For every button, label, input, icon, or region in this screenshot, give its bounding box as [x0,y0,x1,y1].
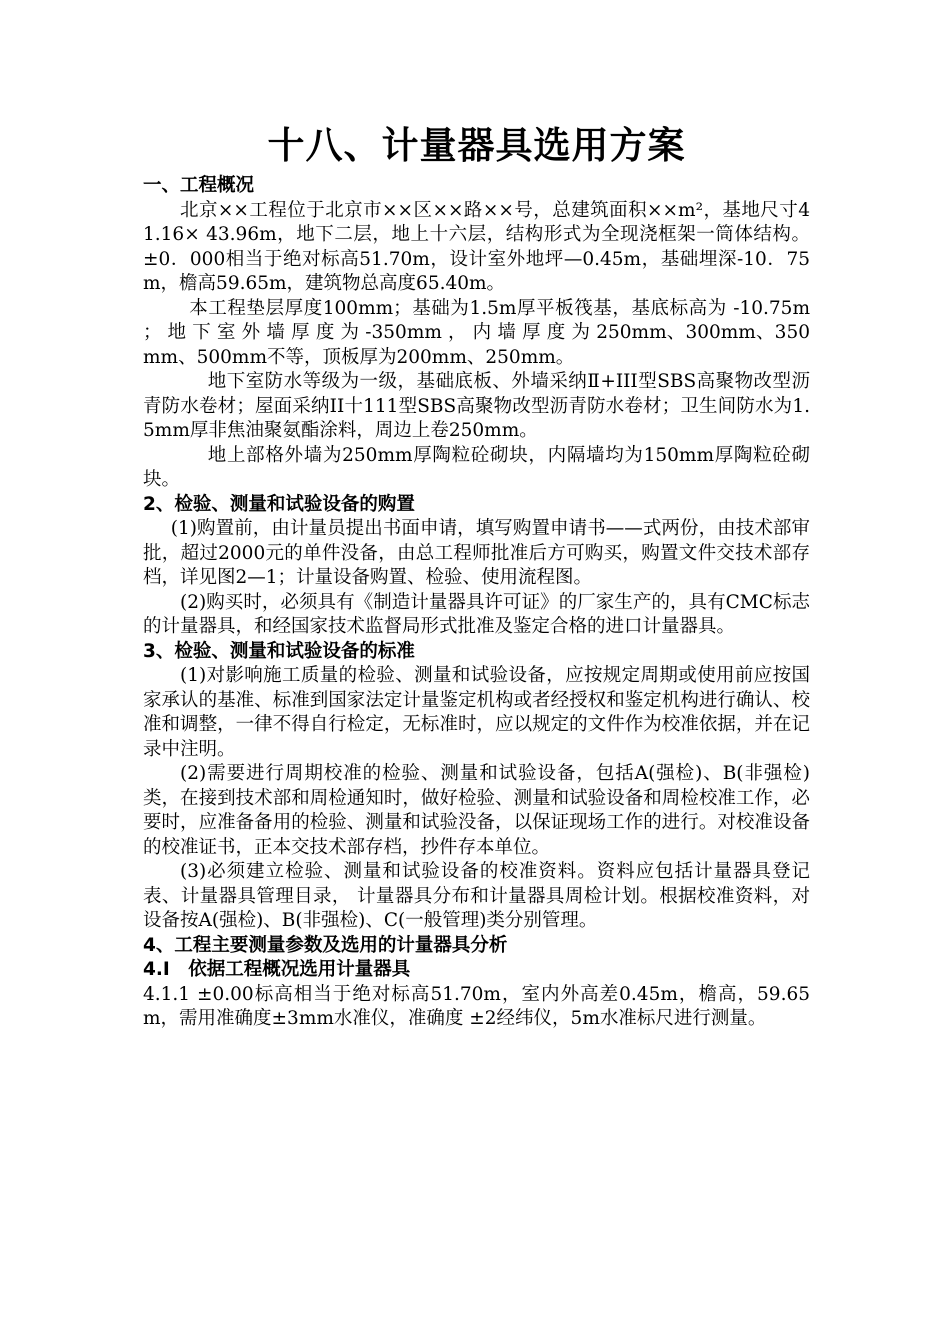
paragraph: (3)必须建立检验、测量和试验设备的校准资料。资料应包括计量器具登记表、计量器具管理目录， 计量器具分布和计量器具周检计划。根据校准资料，对设备按A(强检)、B(非强检)、C(一般管理)类分别管理。 [143,861,810,931]
paragraph: (1)购置前，由计量员提出书面申请，填写购置申请书——式两份，由技术部审批，超过2000元的单件没备，由总工程师批准后方可购买，购置文件交技术部存档，详见图2—1；计量设备购置、检验、使用流程图。 [143,518,810,588]
page-title: 十八、计量器具选用方案 [267,124,686,167]
paragraph: (1)对影响施工质量的检验、测量和试验设备，应按规定周期或使用前应按国家承认的基准、标准到国家法定计量鉴定机构或者经授权和鉴定机构进行确认、校准和调整，一律不得自行检定，无标准时，应以规定的文件作为校准依据，并在记录中注明。 [143,665,810,760]
paragraph: (2)需要进行周期校准的检验、测量和试验设备，包括A(强检)、B(非强检)类，在接到技术部和周检通知时，做好检验、测量和试验设备和周检校准工作，必要时，应准备备用的检验、测量和试验没备，以保证现场工作的进行。对校准设备的校准证书，正本交技术部存档，抄件存本单位。 [143,763,810,858]
paragraph: 本工程垫层厚度100mm；基础为1.5m厚平板筏基，基底标高为 -10.75m ； 地 下 室 外 墙 厚 度 为 -350mm ， 内 墙 厚 度 为 250mm、300mm、350mm、500mm不等，顶板厚为200mm、250mm。 [143,297,810,368]
subsection-heading: 4.Ⅰ 依据工程概况选用计量器具 [143,959,411,980]
paragraph: 北京××工程位于北京市××区××路××号，总建筑面积××m²，基地尺寸41.16× 43.96m，地下二层，地上十六层，结构形式为全现浇框架一筒体结构。±0．000相当于绝对标高51.70m，设计室外地坪—0.45m，基础埋深-10．75m，檐高59.65m，建筑物总高度65.40m。 [143,199,810,294]
paragraph: (2)购买时，必须具有《制造计量器具许可证》的厂家生产的，具有CMC标志的计量器具，和经国家技术监督局形式批准及鉴定合格的进口计量器具。 [143,591,810,637]
section-heading-analysis: 4、工程主要测量参数及选用的计量器具分析 [143,934,508,956]
document-page [143,118,810,1032]
paragraph: 地下室防水等级为一级，基础底板、外墙采纳Ⅱ+III型SBS高聚物改型沥青防水卷材；屋面采纳II十111型SBS高聚物改型沥青防水卷材；卫生间防水为1.5mm厚非焦油聚氨酯涂料，周边上卷250mm。 [143,371,810,441]
paragraph: 4.1.1 ±0.00标高相当于绝对标高51.70m，室内外高差0.45m，檐高，59.65m，需用准确度±3mm水准仪，准确度 ±2经纬仪，5m水准标尺进行测量。 [143,983,810,1029]
section-heading-standards: 3、检验、测量和试验设备的标准 [143,640,415,662]
section-heading-overview: 一、工程概况 [143,175,255,196]
section-heading-purchase: 2、检验、测量和试验设备的购置 [143,493,415,515]
paragraph: 地上部格外墙为250mm厚陶粒砼砌块，内隔墙均为150mm厚陶粒砼砌块。 [143,444,810,490]
